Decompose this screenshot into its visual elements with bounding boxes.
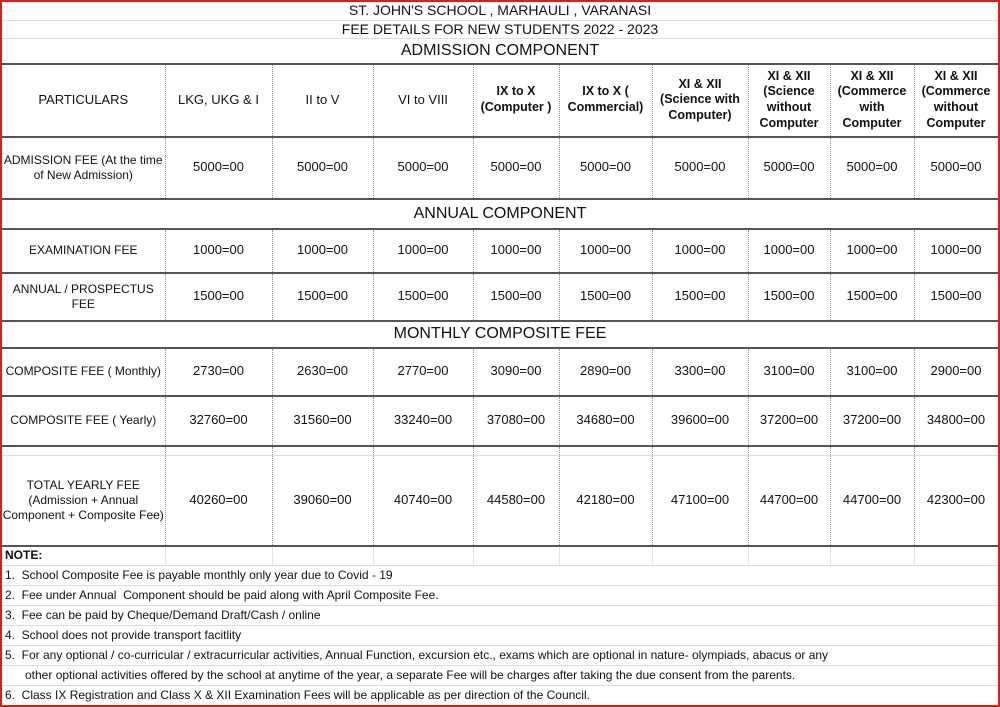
empty-cell — [559, 546, 652, 566]
column-header: II to V — [272, 64, 373, 137]
empty-cell — [373, 446, 473, 456]
note-text: 4. School does not provide transport facitlity — [2, 626, 998, 646]
fee-details-title: FEE DETAILS FOR NEW STUDENTS 2022 - 2023 — [2, 20, 998, 39]
empty-cell — [165, 446, 272, 456]
fee-amount: 1500=00 — [914, 273, 998, 321]
total-row — [2, 456, 998, 546]
note-row — [2, 646, 998, 666]
fee-amount: 5000=00 — [473, 137, 559, 199]
fee-amount: 1500=00 — [748, 273, 830, 321]
total-amount: 40260=00 — [165, 456, 272, 546]
notes-heading: NOTE: — [2, 546, 165, 566]
fee-amount: 2900=00 — [914, 348, 998, 396]
fee-amount: 3300=00 — [652, 348, 748, 396]
note-row — [2, 586, 998, 606]
empty-cell — [748, 446, 830, 456]
fee-amount: 3100=00 — [830, 348, 914, 396]
total-amount: 42300=00 — [914, 456, 998, 546]
section-header — [2, 321, 998, 348]
column-header: LKG, UKG & I — [165, 64, 272, 137]
fee-amount: 32760=00 — [165, 396, 272, 446]
fee-row — [2, 137, 998, 199]
fee-amount: 1000=00 — [830, 229, 914, 273]
total-amount: 44700=00 — [748, 456, 830, 546]
note-row — [2, 566, 998, 586]
fee-amount: 1000=00 — [165, 229, 272, 273]
note-row — [2, 666, 998, 686]
empty-cell — [914, 446, 998, 456]
notes-heading-row — [2, 546, 998, 566]
empty-cell — [373, 546, 473, 566]
section-header — [2, 39, 998, 64]
fee-particular: ADMISSION FEE (At the time of New Admission) — [2, 137, 165, 199]
fee-amount: 1000=00 — [914, 229, 998, 273]
fee-amount: 5000=00 — [652, 137, 748, 199]
fee-amount: 1000=00 — [652, 229, 748, 273]
fee-amount: 34800=00 — [914, 396, 998, 446]
fee-amount: 1500=00 — [473, 273, 559, 321]
empty-cell — [652, 446, 748, 456]
note-text: 5. For any optional / co-curricular / extracurricular activities, Annual Function, excursion etc., exams which are optional in nature- olympiads, abacus or any — [2, 646, 998, 666]
note-text: 6. Class IX Registration and Class X & XII Examination Fees will be applicable as per direction of the Council. — [2, 686, 998, 706]
empty-cell — [272, 446, 373, 456]
fee-particular: COMPOSITE FEE ( Monthly) — [2, 348, 165, 396]
fee-amount: 5000=00 — [914, 137, 998, 199]
fee-amount: 2730=00 — [165, 348, 272, 396]
note-text: 3. Fee can be paid by Cheque/Demand Draft/Cash / online — [2, 606, 998, 626]
fee-amount: 1000=00 — [373, 229, 473, 273]
empty-cell — [830, 546, 914, 566]
fee-row — [2, 348, 998, 396]
empty-cell — [830, 446, 914, 456]
column-header: VI to VIII — [373, 64, 473, 137]
note-row — [2, 606, 998, 626]
subtitle-row — [2, 20, 998, 39]
column-header: XI & XII (Science without Computer — [748, 64, 830, 137]
fee-row — [2, 396, 998, 446]
total-amount: 44700=00 — [830, 456, 914, 546]
fee-amount: 1000=00 — [748, 229, 830, 273]
section-title: MONTHLY COMPOSITE FEE — [2, 321, 998, 348]
title-row — [2, 2, 998, 20]
column-header: XI & XII (Science with Computer) — [652, 64, 748, 137]
total-amount: 44580=00 — [473, 456, 559, 546]
fee-amount: 37200=00 — [830, 396, 914, 446]
fee-amount: 5000=00 — [272, 137, 373, 199]
column-header: IX to X (Computer ) — [473, 64, 559, 137]
fee-amount: 5000=00 — [748, 137, 830, 199]
fee-amount: 1500=00 — [373, 273, 473, 321]
empty-cell — [748, 546, 830, 566]
fee-amount: 37200=00 — [748, 396, 830, 446]
fee-amount: 1000=00 — [559, 229, 652, 273]
fee-particular: EXAMINATION FEE — [2, 229, 165, 273]
fee-amount: 37080=00 — [473, 396, 559, 446]
section-header — [2, 199, 998, 229]
fee-amount: 5000=00 — [559, 137, 652, 199]
fee-amount: 5000=00 — [165, 137, 272, 199]
empty-cell — [165, 546, 272, 566]
fee-amount: 3090=00 — [473, 348, 559, 396]
fee-particular: COMPOSITE FEE ( Yearly) — [2, 396, 165, 446]
empty-cell — [652, 546, 748, 566]
fee-amount: 1500=00 — [652, 273, 748, 321]
fee-amount: 1500=00 — [272, 273, 373, 321]
fee-amount: 3100=00 — [748, 348, 830, 396]
section-title: ADMISSION COMPONENT — [2, 39, 998, 64]
fee-row — [2, 229, 998, 273]
empty-cell — [914, 546, 998, 566]
section-title: ANNUAL COMPONENT — [2, 199, 998, 229]
fee-amount: 5000=00 — [830, 137, 914, 199]
total-label: TOTAL YEARLY FEE (Admission + Annual Component + Composite Fee) — [2, 456, 165, 546]
fee-amount: 1500=00 — [165, 273, 272, 321]
fee-amount: 39600=00 — [652, 396, 748, 446]
empty-cell — [473, 446, 559, 456]
column-header: PARTICULARS — [2, 64, 165, 137]
column-header: XI & XII (Commerce without Computer — [914, 64, 998, 137]
empty-cell — [272, 546, 373, 566]
column-header-row — [2, 64, 998, 137]
fee-row — [2, 273, 998, 321]
school-title: ST. JOHN'S SCHOOL , MARHAULI , VARANASI — [2, 2, 998, 20]
column-header: IX to X ( Commercial) — [559, 64, 652, 137]
note-row — [2, 626, 998, 646]
fee-amount: 2890=00 — [559, 348, 652, 396]
fee-amount: 34680=00 — [559, 396, 652, 446]
total-amount: 47100=00 — [652, 456, 748, 546]
empty-cell — [2, 446, 165, 456]
note-row — [2, 686, 998, 706]
note-text: other optional activities offered by the school at anytime of the year, a separate Fee will be charges after taking the due consent from the parents. — [2, 666, 998, 686]
fee-particular: ANNUAL / PROSPECTUS FEE — [2, 273, 165, 321]
empty-cell — [559, 446, 652, 456]
fee-amount: 1500=00 — [559, 273, 652, 321]
total-amount: 40740=00 — [373, 456, 473, 546]
note-text: 2. Fee under Annual Component should be paid along with April Composite Fee. — [2, 586, 998, 606]
fee-amount: 33240=00 — [373, 396, 473, 446]
fee-table — [2, 2, 999, 706]
note-text: 1. School Composite Fee is payable monthly only year due to Covid - 19 — [2, 566, 998, 586]
fee-amount: 5000=00 — [373, 137, 473, 199]
fee-amount: 1000=00 — [272, 229, 373, 273]
fee-amount: 2770=00 — [373, 348, 473, 396]
fee-amount: 31560=00 — [272, 396, 373, 446]
spacer-row — [2, 446, 998, 456]
total-amount: 42180=00 — [559, 456, 652, 546]
column-header: XI & XII (Commerce with Computer — [830, 64, 914, 137]
fee-amount: 1000=00 — [473, 229, 559, 273]
fee-amount: 2630=00 — [272, 348, 373, 396]
total-amount: 39060=00 — [272, 456, 373, 546]
fee-amount: 1500=00 — [830, 273, 914, 321]
empty-cell — [473, 546, 559, 566]
